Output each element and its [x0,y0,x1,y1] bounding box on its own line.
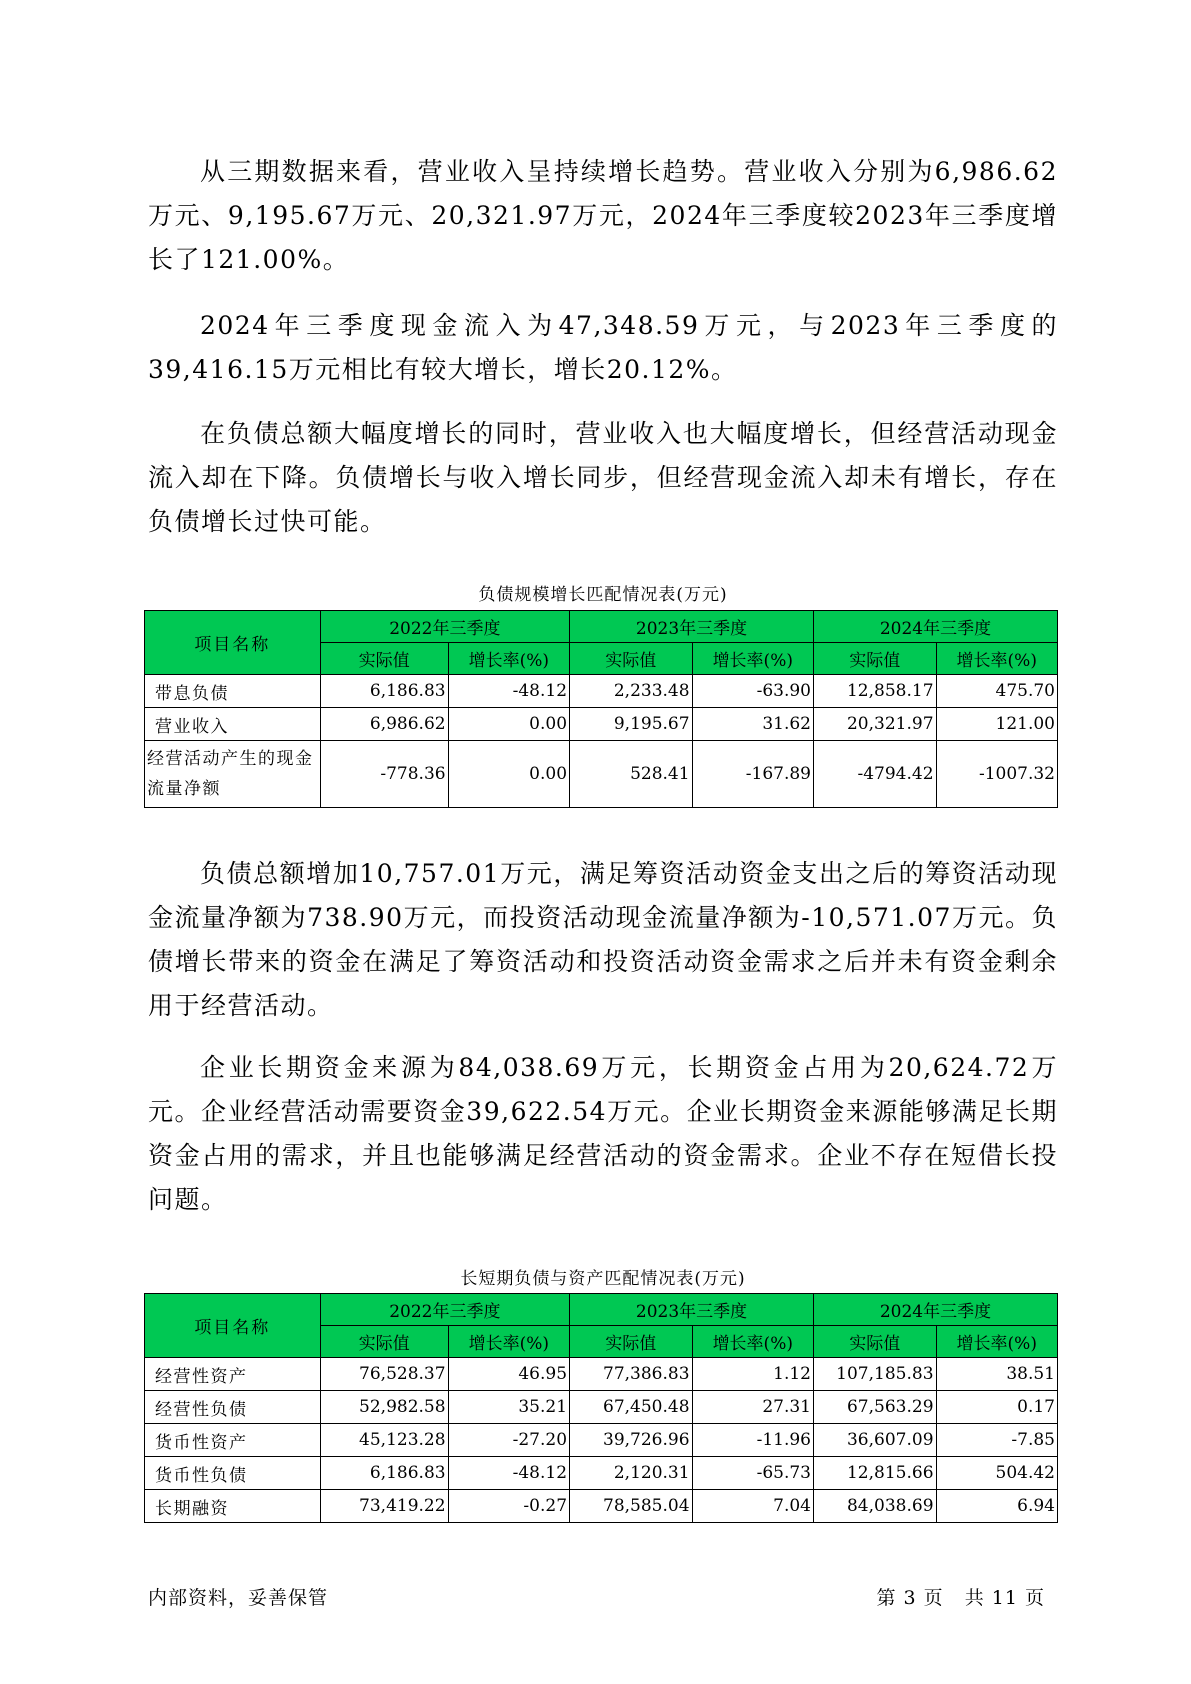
row-label: 经营性负债 [145,1391,321,1424]
cell-value: 6,186.83 [320,675,448,708]
row-label: 营业收入 [145,708,321,741]
growth-rate-header: 增长率(%) [936,1326,1057,1358]
table-row [145,708,1058,741]
cell-value: 12,858.17 [814,675,937,708]
growth-rate-header: 增长率(%) [936,643,1057,675]
cell-value: 27.31 [692,1391,813,1424]
growth-rate-header: 增长率(%) [692,643,813,675]
table-row [145,1424,1058,1457]
table-row [145,1457,1058,1490]
row-label: 经营性资产 [145,1358,321,1391]
cell-value: 35.21 [448,1391,569,1424]
cell-value: 107,185.83 [814,1358,937,1391]
cell-value: -0.27 [448,1490,569,1523]
period-header: 2022年三季度 [320,611,569,643]
cell-value: -63.90 [692,675,813,708]
cell-value: 67,563.29 [814,1391,937,1424]
cell-value: -48.12 [448,1457,569,1490]
period-header: 2024年三季度 [814,1294,1058,1326]
item-name-header: 项目名称 [145,1294,321,1358]
cell-value: -65.73 [692,1457,813,1490]
cell-value: 6,986.62 [320,708,448,741]
paragraph-cash-inflow: 2024年三季度现金流入为47,348.59万元，与2023年三季度的39,416.15万元相比有较大增长，增长20.12%。 [148,311,1058,384]
row-label: 经营活动产生的现金流量净额 [145,741,321,808]
actual-value-header: 实际值 [320,1326,448,1358]
footer-page-number: 第 3 页 共 11 页 [876,1587,1045,1609]
cell-value: 475.70 [936,675,1057,708]
cell-value: -48.12 [448,675,569,708]
actual-value-header: 实际值 [570,1326,693,1358]
cell-value: 52,982.58 [320,1391,448,1424]
table-row [145,1358,1058,1391]
cell-value: 2,120.31 [570,1457,693,1490]
period-header: 2023年三季度 [570,611,814,643]
growth-rate-header: 增长率(%) [448,643,569,675]
cell-value: 78,585.04 [570,1490,693,1523]
table-row [145,675,1058,708]
row-label: 带息负债 [145,675,321,708]
cell-value: 0.00 [448,741,569,808]
paragraph-debt-growth: 在负债总额大幅度增长的同时，营业收入也大幅度增长，但经营活动现金流入却在下降。负债增长与收入增长同步，但经营现金流入却未有增长，存在负债增长过快可能。 [148,419,1058,536]
cell-value: 2,233.48 [570,675,693,708]
cell-value: 77,386.83 [570,1358,693,1391]
growth-rate-header: 增长率(%) [448,1326,569,1358]
row-label: 长期融资 [145,1490,321,1523]
cell-value: 45,123.28 [320,1424,448,1457]
actual-value-header: 实际值 [814,643,937,675]
row-label: 货币性资产 [145,1424,321,1457]
debt-scale-table [144,610,1058,808]
cell-value: 0.00 [448,708,569,741]
cell-value: -167.89 [692,741,813,808]
actual-value-header: 实际值 [570,643,693,675]
paragraph-long-term-funds: 企业长期资金来源为84,038.69万元，长期资金占用为20,624.72万元。企业经营活动需要资金39,622.54万元。企业长期资金来源能够满足长期资金占用的需求，并且也能够满足经营活动的资金需求。企业不存在短借长投问题。 [148,1053,1058,1214]
paragraph-financing-cashflow: 负债总额增加10,757.01万元，满足筹资活动资金支出之后的筹资活动现金流量净额为738.90万元，而投资活动现金流量净额为-10,571.07万元。负债增长带来的资金在满足了筹资活动和投资活动资金需求之后并未有资金剩余用于经营活动。 [148,859,1058,1020]
period-header: 2024年三季度 [814,611,1058,643]
cell-value: 528.41 [570,741,693,808]
cell-value: 12,815.66 [814,1457,937,1490]
cell-value: 504.42 [936,1457,1057,1490]
cell-value: 7.04 [692,1490,813,1523]
cell-value: -4794.42 [814,741,937,808]
paragraph-revenue-trend: 从三期数据来看，营业收入呈持续增长趋势。营业收入分别为6,986.62万元、9,195.67万元、20,321.97万元，2024年三季度较2023年三季度增长了121.00%。 [148,157,1058,274]
cell-value: 6.94 [936,1490,1057,1523]
cell-value: 6,186.83 [320,1457,448,1490]
cell-value: -7.85 [936,1424,1057,1457]
cell-value: 38.51 [936,1358,1057,1391]
cell-value: 1.12 [692,1358,813,1391]
footer-confidential-note: 内部资料，妥善保管 [148,1587,329,1609]
table2-caption: 长短期负债与资产匹配情况表(万元) [460,1269,746,1289]
cell-value: 20,321.97 [814,708,937,741]
cell-value: 84,038.69 [814,1490,937,1523]
cell-value: 9,195.67 [570,708,693,741]
cell-value: -1007.32 [936,741,1057,808]
cell-value: 39,726.96 [570,1424,693,1457]
asset-liability-match-table [144,1293,1058,1523]
cell-value: 0.17 [936,1391,1057,1424]
cell-value: 36,607.09 [814,1424,937,1457]
cell-value: 46.95 [448,1358,569,1391]
cell-value: 121.00 [936,708,1057,741]
cell-value: 31.62 [692,708,813,741]
cell-value: 67,450.48 [570,1391,693,1424]
actual-value-header: 实际值 [814,1326,937,1358]
period-header: 2022年三季度 [320,1294,569,1326]
cell-value: 76,528.37 [320,1358,448,1391]
cell-value: -27.20 [448,1424,569,1457]
cell-value: -778.36 [320,741,448,808]
table-row [145,741,1058,808]
cell-value: -11.96 [692,1424,813,1457]
growth-rate-header: 增长率(%) [692,1326,813,1358]
table1-caption: 负债规模增长匹配情况表(万元) [478,585,728,605]
row-label: 货币性负债 [145,1457,321,1490]
cell-value: 73,419.22 [320,1490,448,1523]
actual-value-header: 实际值 [320,643,448,675]
item-name-header: 项目名称 [145,611,321,675]
table-row [145,1391,1058,1424]
table-row [145,1490,1058,1523]
period-header: 2023年三季度 [570,1294,814,1326]
